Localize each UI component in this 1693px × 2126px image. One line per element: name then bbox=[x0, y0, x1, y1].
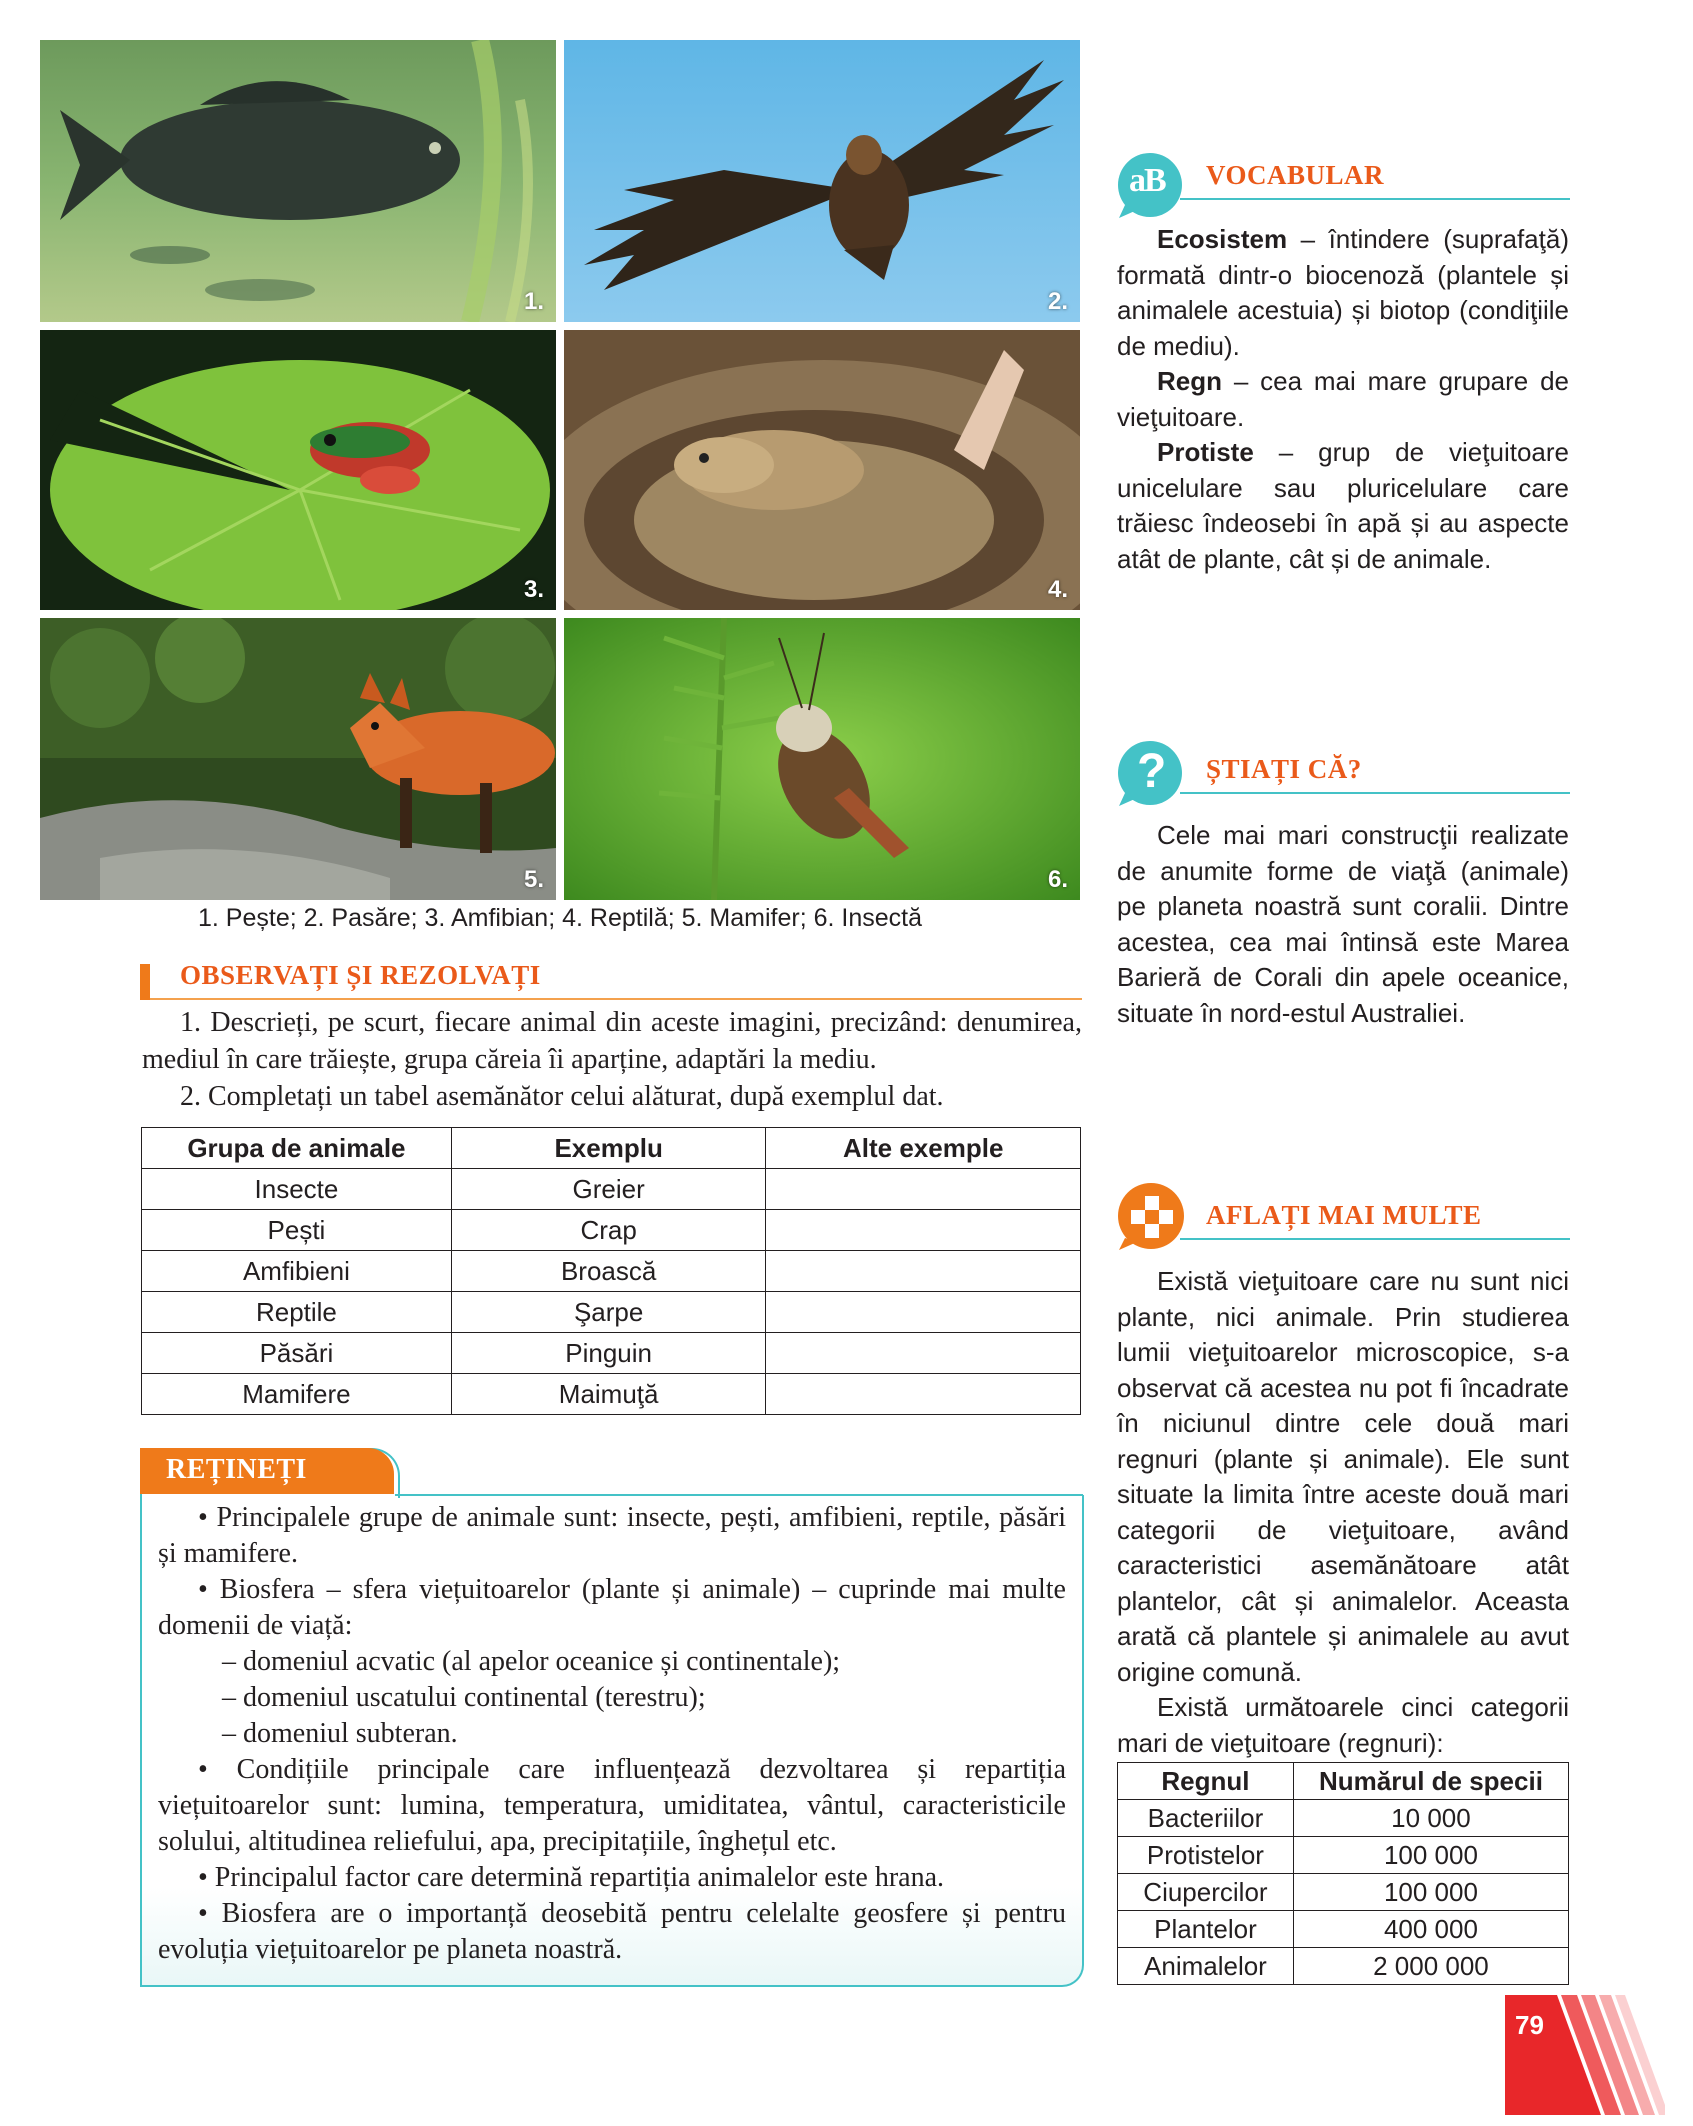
table-cell: Bacteriilor bbox=[1118, 1800, 1294, 1837]
table-header: Regnul bbox=[1118, 1763, 1294, 1800]
table-row bbox=[1118, 1800, 1569, 1837]
retineti-domain-item: – domeniul uscatului continental (terestru); bbox=[222, 1682, 706, 1713]
retineti-domain-item: – domeniul subteran. bbox=[222, 1718, 458, 1749]
vocabulary-definition: – cea mai mare grupare de vieţuitoare. bbox=[1117, 366, 1569, 432]
photo-eagle bbox=[564, 40, 1080, 322]
table-cell: Pinguin bbox=[451, 1333, 766, 1374]
table-cell-empty bbox=[766, 1251, 1081, 1292]
retineti-domain-item: – domeniul acvatic (al apelor oceanice și continentale); bbox=[222, 1646, 841, 1677]
retineti-title: REȚINEȚI bbox=[166, 1454, 307, 1485]
table-cell: Animalelor bbox=[1118, 1948, 1294, 1985]
vocabulary-entry bbox=[1117, 435, 1569, 577]
table-row bbox=[1118, 1911, 1569, 1948]
vocabulary-icon-letters: aB bbox=[1129, 162, 1165, 199]
retineti-paragraph: • Principalele grupe de animale sunt: insecte, pești, amfibieni, reptile, păsări și mamifere. bbox=[158, 1502, 1066, 1569]
vocabulary-underline bbox=[1180, 198, 1570, 200]
regnuri-table bbox=[1117, 1762, 1569, 1985]
table-row bbox=[142, 1169, 1081, 1210]
vocabulary-definition: – grup de vieţuitoare unicelulare sau pluricelulare care trăiesc îndeosebi în apă și au aspecte atât de plante, cât și de animale. bbox=[1117, 437, 1569, 574]
table-cell: Insecte bbox=[142, 1169, 452, 1210]
table-header: Numărul de specii bbox=[1293, 1763, 1568, 1800]
table-cell: Ciupercilor bbox=[1118, 1874, 1294, 1911]
table-cell: Plantelor bbox=[1118, 1911, 1294, 1948]
vocabulary-entry bbox=[1117, 222, 1569, 364]
section-marker bbox=[140, 964, 150, 1000]
table-cell-empty bbox=[766, 1374, 1081, 1415]
vocabulary-term: Protiste bbox=[1157, 437, 1254, 467]
retineti-top-line bbox=[395, 1494, 1083, 1496]
page-number: 79 bbox=[1515, 2010, 1544, 2040]
task-2: 2. Completați un tabel asemănător celui alăturat, după exemplul dat. bbox=[180, 1081, 944, 1112]
table-cell-empty bbox=[766, 1333, 1081, 1374]
table-cell: Mamifere bbox=[142, 1374, 452, 1415]
table-cell: 10 000 bbox=[1293, 1800, 1568, 1837]
retineti-paragraph: • Principalul factor care determină repartiția animalelor este hrana. bbox=[198, 1862, 944, 1893]
vocabulary-term: Regn bbox=[1157, 366, 1222, 396]
photo-number: 3. bbox=[523, 576, 544, 603]
table-row bbox=[1118, 1837, 1569, 1874]
retineti-paragraph: • Biosfera – sfera viețuitoarelor (plante și animale) – cuprinde mai multe domenii de viață: bbox=[158, 1574, 1066, 1641]
vocabulary-icon bbox=[1115, 150, 1185, 220]
aflati-underline bbox=[1180, 1238, 1570, 1240]
photo-number: 2. bbox=[1047, 288, 1068, 315]
retineti-paragraph: • Condițiile principale care influențează dezvoltarea și repartiția viețuitoarelor sunt: lumina, temperatura, umiditatea, vântul, caracteristicile solului, altitudinea reliefului, apa, precipitațiile, înghețul etc. bbox=[158, 1754, 1066, 1857]
table-cell-empty bbox=[766, 1292, 1081, 1333]
table-cell: Crap bbox=[451, 1210, 766, 1251]
table-cell: Protistelor bbox=[1118, 1837, 1294, 1874]
photo-number: 4. bbox=[1047, 576, 1068, 603]
table-cell: Pești bbox=[142, 1210, 452, 1251]
vocabulary-definition: – întindere (suprafaţă) formată dintr-o biocenoză (plantele și animalele acestuia) și biotop (condiţiile de mediu). bbox=[1117, 224, 1569, 361]
photo-frog bbox=[40, 330, 556, 610]
photo-snake bbox=[564, 330, 1080, 610]
task-1: 1. Descrieți, pe scurt, fiecare animal din aceste imagini, precizând: denumirea, mediul în care trăiește, grupa căreia îi aparține, adaptări la mediu. bbox=[142, 1007, 1082, 1075]
vocabulary-text bbox=[1117, 222, 1569, 577]
vocabulary-term: Ecosistem bbox=[1157, 224, 1288, 254]
retineti-paragraph: • Biosfera are o importanță deosebită pentru celelalte geosfere și pentru evoluția viețuitoarelor pe planeta noastră. bbox=[158, 1898, 1066, 1965]
table-cell: Păsări bbox=[142, 1333, 452, 1374]
table-row bbox=[142, 1292, 1081, 1333]
photo-grasshopper bbox=[564, 618, 1080, 900]
aflati-title: AFLAȚI MAI MULTE bbox=[1206, 1200, 1482, 1230]
puzzle-icon bbox=[1115, 1180, 1187, 1252]
stiati-text bbox=[1117, 818, 1569, 1031]
table-row bbox=[142, 1210, 1081, 1251]
photo-number: 6. bbox=[1047, 866, 1068, 893]
photo-fox bbox=[40, 618, 556, 900]
table-row bbox=[142, 1333, 1081, 1374]
table-row bbox=[1118, 1948, 1569, 1985]
observati-title: OBSERVAȚI ȘI REZOLVAȚI bbox=[180, 960, 541, 990]
photo-number: 5. bbox=[523, 866, 544, 893]
table-row bbox=[142, 1251, 1081, 1292]
retineti-text bbox=[158, 1500, 1066, 1968]
table-header: Alte exemple bbox=[766, 1128, 1081, 1169]
table-cell: Broască bbox=[451, 1251, 766, 1292]
table-cell: 100 000 bbox=[1293, 1874, 1568, 1911]
aflati-text bbox=[1117, 1264, 1569, 1761]
table-cell: 2 000 000 bbox=[1293, 1948, 1568, 1985]
vocabulary-entry bbox=[1117, 364, 1569, 435]
table-cell: 100 000 bbox=[1293, 1837, 1568, 1874]
question-icon bbox=[1115, 738, 1185, 808]
question-mark-glyph: ? bbox=[1137, 745, 1167, 798]
aflati-paragraph: Există următoarele cinci categorii mari de vieţuitoare (regnuri): bbox=[1117, 1692, 1569, 1758]
table-row bbox=[142, 1374, 1081, 1415]
section-underline bbox=[150, 998, 1082, 1000]
table-header: Grupa de animale bbox=[142, 1128, 452, 1169]
photo-number: 1. bbox=[523, 288, 544, 315]
photo-fish bbox=[40, 40, 556, 322]
animal-groups-table bbox=[141, 1127, 1081, 1415]
table-cell: 400 000 bbox=[1293, 1911, 1568, 1948]
table-cell: Amfibieni bbox=[142, 1251, 452, 1292]
photo-caption: 1. Pește; 2. Pasăre; 3. Amfibian; 4. Reptilă; 5. Mamifer; 6. Insectă bbox=[198, 904, 922, 932]
table-cell: Greier bbox=[451, 1169, 766, 1210]
table-cell: Şarpe bbox=[451, 1292, 766, 1333]
table-cell: Reptile bbox=[142, 1292, 452, 1333]
vocabulary-title: VOCABULAR bbox=[1206, 160, 1384, 190]
stiati-underline bbox=[1180, 792, 1570, 794]
table-header: Exemplu bbox=[451, 1128, 766, 1169]
aflati-paragraph: Există vieţuitoare care nu sunt nici plante, nici animale. Prin studierea lumii vieţuitoarelor microscopice, s-a observat că acestea nu pot fi încadrate în niciunul dintre cele două mari regnuri (plante și animale). Ele sunt situate la limita între aceste două mari categorii de vieţuitoare, având caracteristici asemănătoare atât plantelor, cât și animalelor. Aceasta arată că plantele și animalele au avut origine comună. bbox=[1117, 1266, 1569, 1687]
table-cell-empty bbox=[766, 1169, 1081, 1210]
table-cell: Maimuţă bbox=[451, 1374, 766, 1415]
stiati-title: ȘTIAȚI CĂ? bbox=[1206, 754, 1362, 784]
table-cell-empty bbox=[766, 1210, 1081, 1251]
stiati-paragraph: Cele mai mari construcţii realizate de anumite forme de viaţă (animale) pe planeta noastră sunt coralii. Dintre acestea, cea mai întinsă este Marea Barieră de Corali din apele oceanice, situate în nord-estul Australiei. bbox=[1117, 820, 1569, 1028]
table-row bbox=[1118, 1874, 1569, 1911]
